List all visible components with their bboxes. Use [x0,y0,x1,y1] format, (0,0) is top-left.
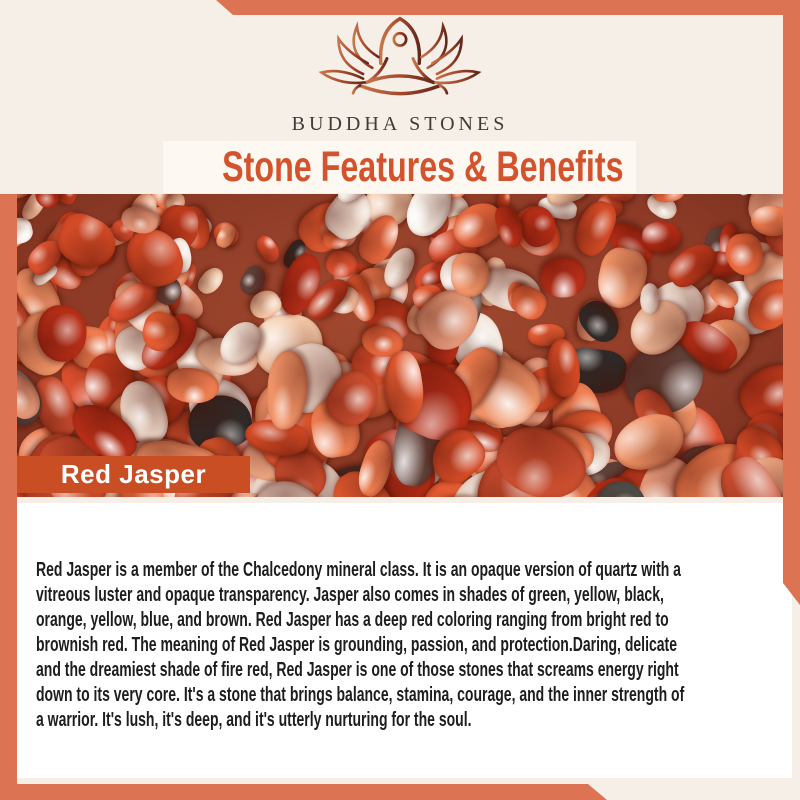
description-line: Red Jasper is a member of the Chalcedony mineral class. It is an opaque version of quartz with a [36,559,681,581]
bottom-accent-band [0,784,640,800]
stone [195,263,228,298]
stone [252,232,284,266]
description-line: down to its very core. It's a stone that brings balance, stamina, courage, and the inner strength of [36,684,685,706]
stone [56,194,79,206]
description-paragraph [36,558,684,733]
description-line: brownish red. The meaning of Red Jasper is grounding, passion, and protection.Daring, delicate [36,634,677,656]
right-accent-band [783,0,800,605]
section-title: Stone Features & Benefits [222,143,624,191]
lotus-meditation-icon [280,14,520,114]
product-name-label: Red Jasper [17,456,250,493]
stone [540,256,587,297]
brand-wordmark: BUDDHA STONES [291,113,509,135]
top-accent-band [0,0,800,15]
section-title-panel [163,141,636,193]
description-line: vitreous luster and opaque transparency. Jasper also comes in shades of green, yellow, black, [36,584,664,606]
description-line: and the dreamiest shade of fire red, Red Jasper is one of those stones that screams energy right [36,659,679,681]
stone-photo [0,194,800,497]
description-line: orange, yellow, blue, and brown. Red Jasper has a deep red coloring ranging from bright red to [36,609,669,631]
description-line: a warrior. It's lush, it's deep, and it's utterly nurturing for the soul. [36,709,472,731]
left-accent-band [0,194,17,784]
